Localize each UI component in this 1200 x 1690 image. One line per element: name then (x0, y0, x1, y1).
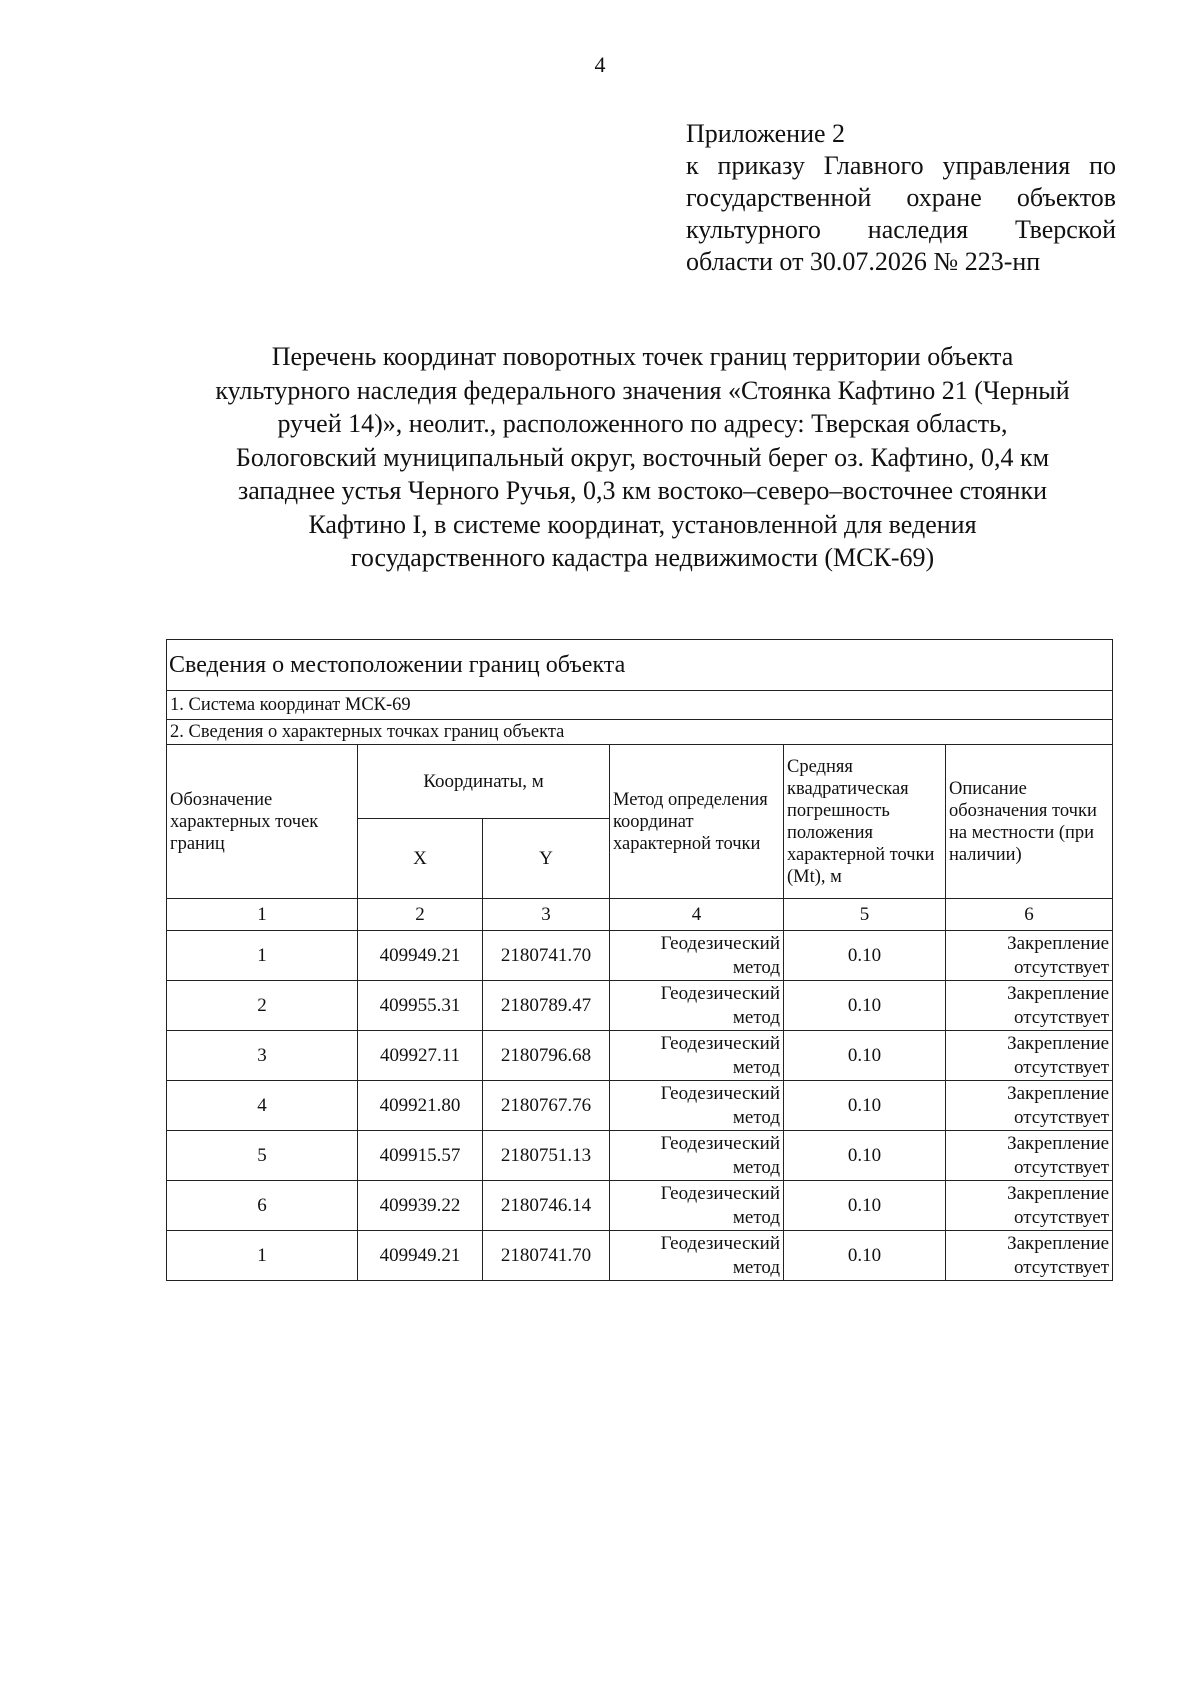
y-coordinate-cell: 2180767.76 (483, 1081, 610, 1131)
header-method: Метод определения координат характерной точки (610, 745, 784, 899)
table-row (167, 1231, 1113, 1281)
description-cell: Закрепление отсутствует (946, 1181, 1113, 1231)
description-cell: Закрепление отсутствует (946, 1081, 1113, 1131)
y-coordinate-cell: 2180746.14 (483, 1181, 610, 1231)
header-designation: Обозначение характерных точек границ (167, 745, 358, 899)
document-title (160, 340, 1125, 575)
header-error: Средняя квадратическая погрешность положения характерной точки (Mt), м (784, 745, 946, 899)
column-number: 5 (784, 899, 946, 931)
page-number: 4 (594, 52, 606, 77)
header-description: Описание обозначения точки на местности (при наличии) (946, 745, 1113, 899)
appendix-line: к приказу Главного управления по (686, 151, 1116, 180)
appendix-line: области от 30.07.2026 № 223-нп (686, 247, 1041, 276)
table-row (167, 1031, 1113, 1081)
title-line: Перечень координат поворотных точек границ территории объекта (271, 342, 1014, 371)
y-coordinate-cell: 2180751.13 (483, 1131, 610, 1181)
table-section-title: Сведения о местоположении границ объекта (167, 640, 1113, 691)
point-number-cell: 3 (167, 1031, 358, 1081)
method-cell: Геодезический метод (610, 1181, 784, 1231)
method-cell: Геодезический метод (610, 1031, 784, 1081)
points-info-row: 2. Сведения о характерных точках границ объекта (167, 720, 1113, 745)
method-cell: Геодезический метод (610, 981, 784, 1031)
error-cell: 0.10 (784, 1081, 946, 1131)
column-number: 1 (167, 899, 358, 931)
method-cell: Геодезический метод (610, 1231, 784, 1281)
description-cell: Закрепление отсутствует (946, 1131, 1113, 1181)
error-cell: 0.10 (784, 1031, 946, 1081)
y-coordinate-cell: 2180741.70 (483, 1231, 610, 1281)
method-cell: Геодезический метод (610, 1081, 784, 1131)
x-coordinate-cell: 409939.22 (358, 1181, 483, 1231)
point-number-cell: 2 (167, 981, 358, 1031)
method-cell: Геодезический метод (610, 1131, 784, 1181)
title-line: Кафтино I, в системе координат, установленной для ведения (308, 509, 977, 539)
column-number: 2 (358, 899, 483, 931)
header-y: Y (483, 819, 610, 899)
table-row (167, 1081, 1113, 1131)
appendix-line: государственной охране объектов (686, 183, 1116, 212)
point-number-cell: 1 (167, 1231, 358, 1281)
point-number-cell: 1 (167, 931, 358, 981)
column-number: 6 (946, 899, 1113, 931)
x-coordinate-cell: 409949.21 (358, 931, 483, 981)
table-row (167, 1131, 1113, 1181)
error-cell: 0.10 (784, 931, 946, 981)
x-coordinate-cell: 409915.57 (358, 1131, 483, 1181)
title-line: культурного наследия федерального значения «Стоянка Кафтино 21 (Черный (215, 375, 1070, 405)
y-coordinate-cell: 2180796.68 (483, 1031, 610, 1081)
y-coordinate-cell: 2180789.47 (483, 981, 610, 1031)
title-line: Бологовский муниципальный округ, восточный берег оз. Кафтино, 0,4 км (235, 442, 1050, 472)
x-coordinate-cell: 409949.21 (358, 1231, 483, 1281)
table-row (167, 1181, 1113, 1231)
point-number-cell: 4 (167, 1081, 358, 1131)
error-cell: 0.10 (784, 981, 946, 1031)
y-coordinate-cell: 2180741.70 (483, 931, 610, 981)
header-x: X (358, 819, 483, 899)
x-coordinate-cell: 409927.11 (358, 1031, 483, 1081)
title-line: западнее устья Черного Ручья, 0,3 км востоко–северо–восточнее стоянки (237, 476, 1048, 505)
error-cell: 0.10 (784, 1181, 946, 1231)
header-coordinates: Координаты, м (358, 745, 610, 819)
appendix-line: культурного наследия Тверской (686, 215, 1116, 244)
column-number: 3 (483, 899, 610, 931)
error-cell: 0.10 (784, 1231, 946, 1281)
appendix-block (686, 118, 1116, 278)
title-line: государственного кадастра недвижимости (МСК-69) (350, 543, 935, 572)
error-cell: 0.10 (784, 1131, 946, 1181)
method-cell: Геодезический метод (610, 931, 784, 981)
table-row (167, 931, 1113, 981)
point-number-cell: 5 (167, 1131, 358, 1181)
description-cell: Закрепление отсутствует (946, 1231, 1113, 1281)
description-cell: Закрепление отсутствует (946, 981, 1113, 1031)
table-row (167, 981, 1113, 1031)
coordinate-system-row: 1. Система координат МСК-69 (167, 691, 1113, 720)
x-coordinate-cell: 409921.80 (358, 1081, 483, 1131)
title-line: ручей 14)», неолит., расположенного по адресу: Тверская область, (277, 409, 1008, 438)
boundary-points-table (166, 639, 1113, 1281)
description-cell: Закрепление отсутствует (946, 1031, 1113, 1081)
point-number-cell: 6 (167, 1181, 358, 1231)
column-number: 4 (610, 899, 784, 931)
x-coordinate-cell: 409955.31 (358, 981, 483, 1031)
description-cell: Закрепление отсутствует (946, 931, 1113, 981)
appendix-title: Приложение 2 (686, 119, 846, 148)
